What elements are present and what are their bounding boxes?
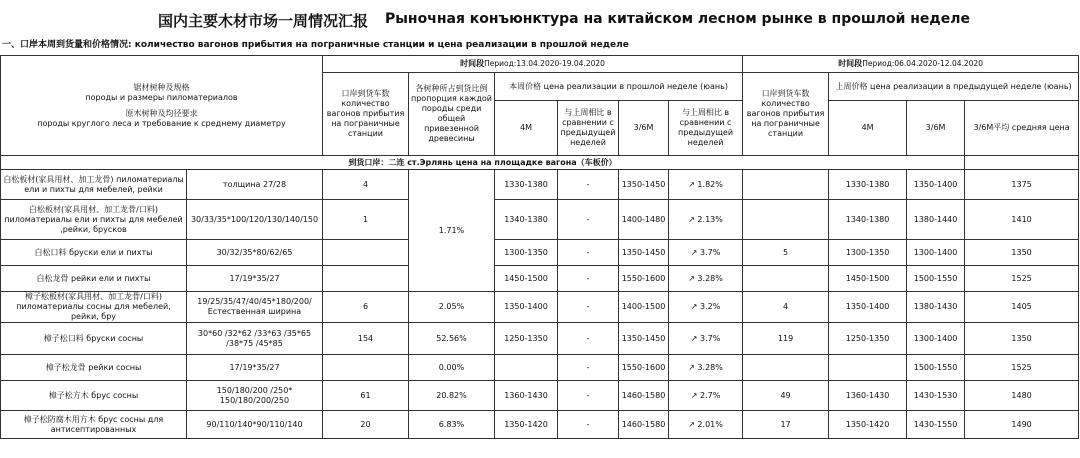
- row-average: 1410: [965, 200, 1079, 240]
- row-wagons: 61: [323, 381, 409, 411]
- row-4m: 1350-1420: [495, 411, 558, 439]
- table-row: [1, 355, 1079, 381]
- row-name: 樟子松方木 брус сосны: [1, 381, 187, 411]
- row-share: 6.83%: [409, 411, 495, 439]
- header-wagons-previous: 口岸到货车数 количество вагонов прибытия на пограничные станции: [743, 73, 829, 156]
- row-4m-previous: 1250-1350: [829, 323, 907, 355]
- row-36m-previous: 1300-1400: [907, 323, 965, 355]
- section-subtitle: [2, 37, 629, 50]
- header-price-current: 本周价格 цена реализации в прошлой неделе (юань): [495, 73, 743, 101]
- row-share-merged: 1.71%: [409, 170, 495, 292]
- header-average: 3/6M平均 средняя цена: [965, 101, 1079, 156]
- row-name: 白松板材(家具用材、加工龙骨) пиломатериалы ели и пихты для мебелей, рейки: [1, 170, 187, 200]
- row-wagons: [323, 355, 409, 381]
- row-share: 20.82%: [409, 381, 495, 411]
- row-wagons: 154: [323, 323, 409, 355]
- row-36m-previous: 1430-1550: [907, 411, 965, 439]
- row-4m-previous: 1300-1350: [829, 240, 907, 266]
- row-compare-36m: ↗ 3.28%: [669, 355, 743, 381]
- row-wagons-previous: [743, 266, 829, 292]
- row-spec: 17/19*35/27: [187, 355, 323, 381]
- row-wagons-previous: 5: [743, 240, 829, 266]
- row-name: 樟子松口料 бруски сосны: [1, 323, 187, 355]
- table-row: [1, 292, 1079, 323]
- subtitle-chinese: 一、口岸本周到货量和价格情况:: [2, 40, 132, 50]
- row-wagons: [323, 240, 409, 266]
- row-4m-previous: 1450-1500: [829, 266, 907, 292]
- row-average: 1375: [965, 170, 1079, 200]
- row-4m: 1330-1380: [495, 170, 558, 200]
- row-compare-36m: ↗ 2.7%: [669, 381, 743, 411]
- row-compare-36m: ↗ 3.2%: [669, 292, 743, 323]
- row-spec: 90/110/140*90/110/140: [187, 411, 323, 439]
- header-product: 锯材树种及规格 породы и размеры пиломатериалов 原木树种及均径要求 породы круглого леса и требование к среднему диаметру: [1, 56, 323, 156]
- row-name: 白松龙骨 рейки ели и пихты: [1, 266, 187, 292]
- table-row: [1, 411, 1079, 439]
- row-compare-36m: ↗ 2.13%: [669, 200, 743, 240]
- row-wagons: 20: [323, 411, 409, 439]
- table-row: [1, 200, 1079, 240]
- row-36m: 1550-1600: [619, 266, 669, 292]
- row-36m: 1460-1580: [619, 411, 669, 439]
- row-wagons-previous: [743, 170, 829, 200]
- row-spec: 30/32/35*80/62/65: [187, 240, 323, 266]
- row-wagons-previous: 49: [743, 381, 829, 411]
- row-4m-previous: 1360-1430: [829, 381, 907, 411]
- header-36m-previous: 3/6M: [907, 101, 965, 156]
- row-spec: 19/25/35/47/40/45*180/200/ Естественная ширина: [187, 292, 323, 323]
- table-row: [1, 323, 1079, 355]
- row-wagons: 4: [323, 170, 409, 200]
- row-spec: 30*60 /32*62 /33*63 /35*65 /38*75 /45*85: [187, 323, 323, 355]
- row-average: 1490: [965, 411, 1079, 439]
- title-russian: Рыночная конъюнктура на китайском лесном рынке в прошлой неделе: [385, 11, 970, 27]
- subtitle-russian: количество вагонов прибытия на пограничные станции и цена реализации в прошлой неделе: [134, 40, 629, 50]
- table-row: [1, 381, 1079, 411]
- row-average: 1480: [965, 381, 1079, 411]
- market-table: [0, 55, 1079, 439]
- section-spacer: [965, 156, 1079, 170]
- header-36m-current: 3/6M: [619, 101, 669, 156]
- table-row: [1, 266, 1079, 292]
- report-title: [0, 6, 1080, 34]
- row-spec: 150/180/200 /250* 150/180/200/250: [187, 381, 323, 411]
- header-wagons-current: 口岸到货车数 количество вагонов прибытия на пограничные станции: [323, 73, 409, 156]
- row-share: 52.56%: [409, 323, 495, 355]
- row-4m-previous: 1350-1420: [829, 411, 907, 439]
- header-period-previous: 时间段Период:06.04.2020-12.04.2020: [743, 56, 1079, 73]
- table-row: [1, 170, 1079, 200]
- row-name: 白松板材(家具用材、加工龙骨/口料) пиломатериалы ели и пихты для мебелей ,рейки, брусков: [1, 200, 187, 240]
- row-wagons: 6: [323, 292, 409, 323]
- row-36m-previous: 1430-1530: [907, 381, 965, 411]
- row-compare-4m: -: [558, 355, 619, 381]
- row-4m: 1340-1380: [495, 200, 558, 240]
- row-average: 1405: [965, 292, 1079, 323]
- row-compare-4m: -: [558, 200, 619, 240]
- row-average: 1350: [965, 323, 1079, 355]
- row-36m-previous: 1380-1430: [907, 292, 965, 323]
- section-port: 到货口岸：二连 ст.Эрлянь цена на площадке вагона（车板价）: [1, 156, 965, 170]
- row-spec: толщина 27/28: [187, 170, 323, 200]
- header-period-current: 时间段Период:13.04.2020-19.04.2020: [323, 56, 743, 73]
- row-compare-36m: ↗ 1.82%: [669, 170, 743, 200]
- row-4m: 1450-1500: [495, 266, 558, 292]
- row-wagons: 1: [323, 200, 409, 240]
- row-36m: 1350-1450: [619, 170, 669, 200]
- header-4m-current: 4M: [495, 101, 558, 156]
- row-compare-4m: -: [558, 266, 619, 292]
- row-36m: 1400-1500: [619, 292, 669, 323]
- row-compare-4m: -: [558, 240, 619, 266]
- row-compare-36m: ↗ 3.28%: [669, 266, 743, 292]
- row-4m: [495, 355, 558, 381]
- row-wagons-previous: [743, 355, 829, 381]
- row-4m-previous: 1340-1380: [829, 200, 907, 240]
- row-compare-36m: ↗ 3.7%: [669, 323, 743, 355]
- row-36m-previous: 1500-1550: [907, 355, 965, 381]
- row-36m: 1400-1480: [619, 200, 669, 240]
- row-compare-4m: -: [558, 170, 619, 200]
- row-compare-4m: -: [558, 381, 619, 411]
- row-36m: 1460-1580: [619, 381, 669, 411]
- row-36m: 1350-1450: [619, 323, 669, 355]
- row-4m: 1360-1430: [495, 381, 558, 411]
- row-compare-4m: -: [558, 292, 619, 323]
- row-compare-36m: ↗ 2.01%: [669, 411, 743, 439]
- row-wagons-previous: 17: [743, 411, 829, 439]
- row-36m-previous: 1350-1400: [907, 170, 965, 200]
- row-4m: 1350-1400: [495, 292, 558, 323]
- row-compare-4m: -: [558, 411, 619, 439]
- row-name: 白松口料 бруски ели и пихты: [1, 240, 187, 266]
- title-chinese: 国内主要木材市场一周情况汇报: [158, 12, 369, 30]
- row-average: 1525: [965, 266, 1079, 292]
- row-compare-36m: ↗ 3.7%: [669, 240, 743, 266]
- row-36m-previous: 1380-1440: [907, 200, 965, 240]
- row-wagons-previous: 119: [743, 323, 829, 355]
- row-36m-previous: 1300-1400: [907, 240, 965, 266]
- header-compare-36m: 与上周相比 в сравнении с предыдущей неделей: [669, 101, 743, 156]
- row-36m-previous: 1500-1550: [907, 266, 965, 292]
- row-wagons-previous: 4: [743, 292, 829, 323]
- row-name: 樟子松板材(家具用材、加工龙骨/口料) пиломатериалы сосны для мебелей, рейки, бру: [1, 292, 187, 323]
- row-spec: 30/33/35*100/120/130/140/150: [187, 200, 323, 240]
- row-4m-previous: 1350-1400: [829, 292, 907, 323]
- row-average: 1350: [965, 240, 1079, 266]
- header-compare-4m: 与上周相比 в сравнении с предыдущей неделей: [558, 101, 619, 156]
- row-compare-4m: -: [558, 323, 619, 355]
- row-name: 樟子松防腐木用方木 брус сосны для антисептированных: [1, 411, 187, 439]
- row-wagons-previous: [743, 200, 829, 240]
- header-4m-previous: 4M: [829, 101, 907, 156]
- row-36m: 1550-1600: [619, 355, 669, 381]
- row-4m-previous: [829, 355, 907, 381]
- row-share: 0.00%: [409, 355, 495, 381]
- row-wagons: [323, 266, 409, 292]
- row-name: 樟子松龙骨 рейки сосны: [1, 355, 187, 381]
- row-4m: 1250-1350: [495, 323, 558, 355]
- row-36m: 1350-1450: [619, 240, 669, 266]
- header-share: 各树种所占到货比例 пропорция каждой породы среди общей привезенной древесины: [409, 73, 495, 156]
- table-row: [1, 240, 1079, 266]
- header-price-previous: 上周价格 цена реализации в предыдущей неделе (юань): [829, 73, 1079, 101]
- row-average: 1525: [965, 355, 1079, 381]
- row-4m: 1300-1350: [495, 240, 558, 266]
- row-share: 2.05%: [409, 292, 495, 323]
- row-spec: 17/19*35/27: [187, 266, 323, 292]
- row-4m-previous: 1330-1380: [829, 170, 907, 200]
